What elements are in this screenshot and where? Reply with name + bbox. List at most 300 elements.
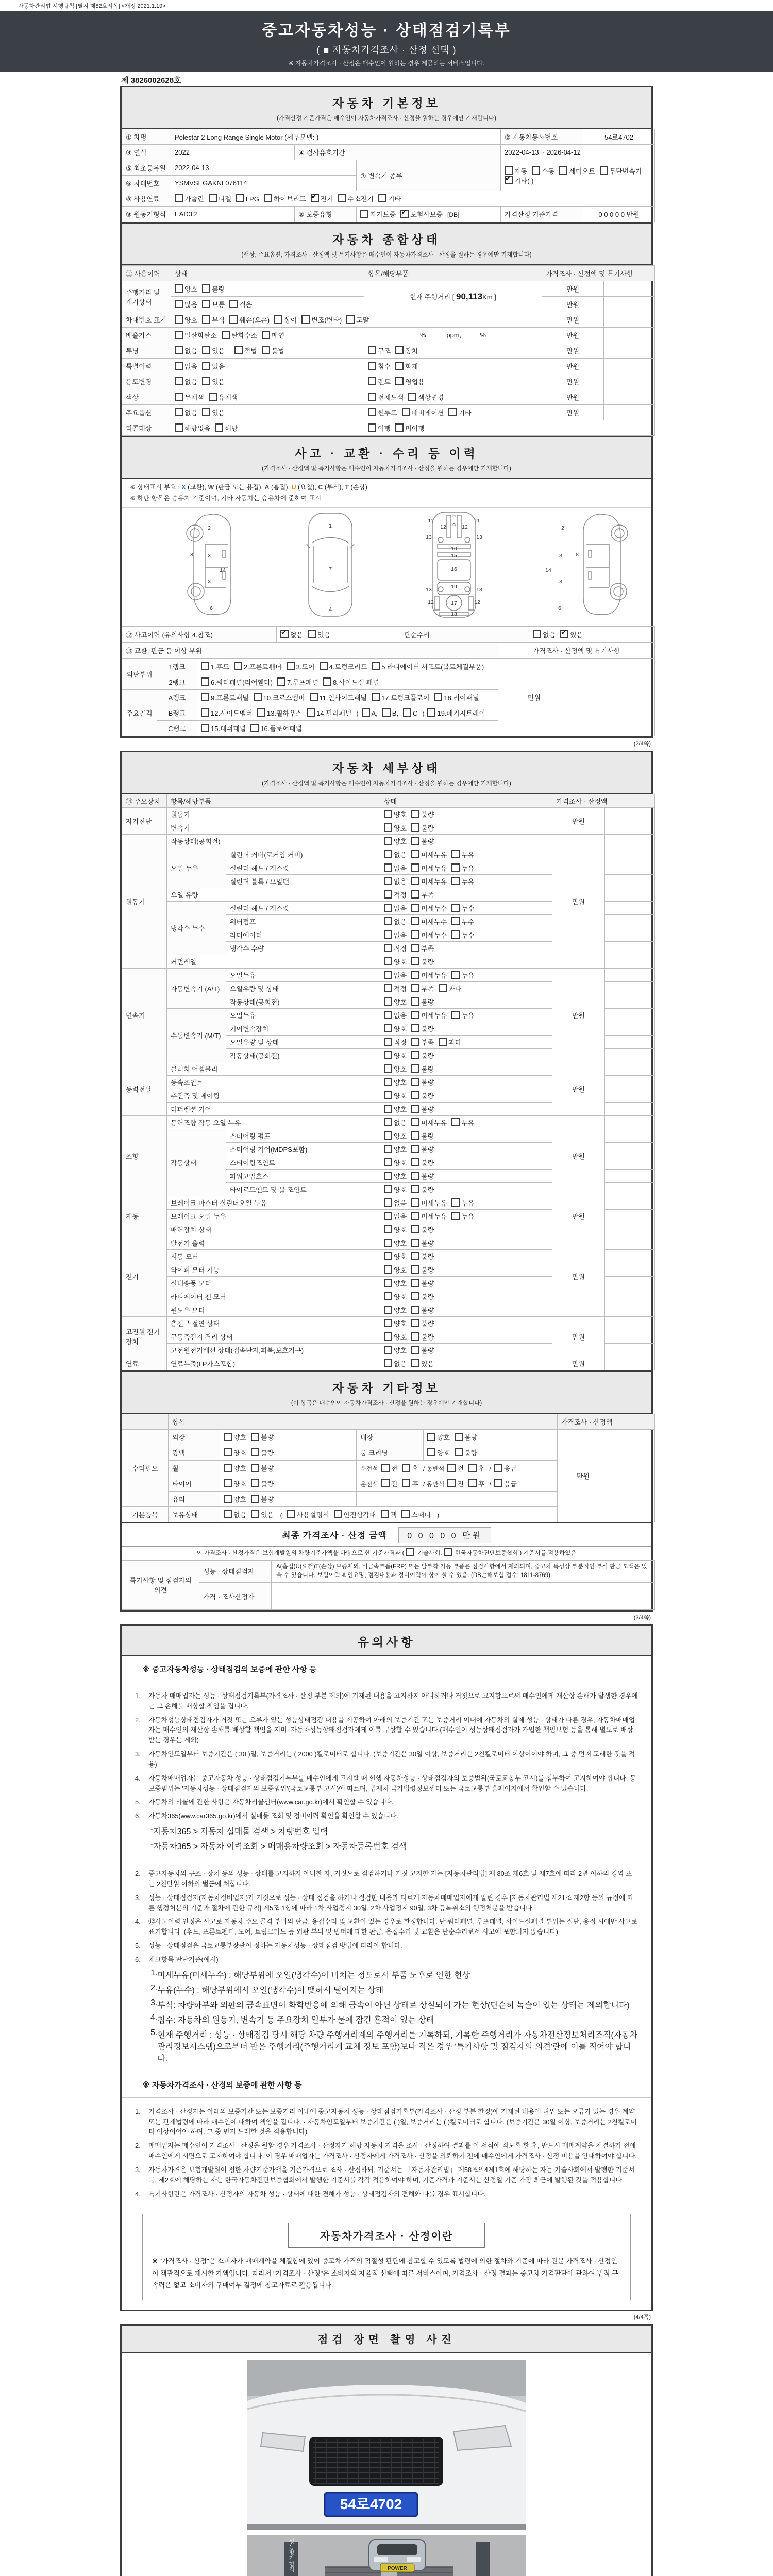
checkbox-label: 14.필러패널	[316, 709, 352, 717]
checkbox[interactable]	[234, 346, 243, 354]
checkbox[interactable]	[175, 408, 183, 416]
checkbox[interactable]	[381, 1479, 390, 1487]
checkbox[interactable]	[384, 1212, 392, 1220]
checkbox[interactable]	[451, 1212, 460, 1220]
checkbox[interactable]	[411, 1105, 419, 1113]
checkbox[interactable]	[201, 724, 209, 732]
checkbox-label: 양호	[394, 1239, 407, 1247]
checkbox[interactable]	[251, 1495, 259, 1503]
checkbox[interactable]	[384, 1185, 392, 1193]
checkbox[interactable]	[175, 393, 183, 401]
checkbox[interactable]	[384, 810, 392, 818]
checkbox[interactable]	[406, 1548, 414, 1556]
notice-subitem	[150, 1825, 638, 1837]
cell	[364, 389, 542, 405]
checkbox[interactable]	[439, 1038, 447, 1046]
inline-text: (	[356, 709, 359, 717]
status-code: ※ 상태표시 부호 :	[130, 484, 182, 491]
cell	[605, 874, 655, 888]
page-title: 중고자동차성능 · 상태점검기록부	[262, 22, 511, 39]
notice-list	[122, 2098, 651, 2208]
cell: 오일누유	[226, 1008, 380, 1022]
checkbox-label: 일산화탄소	[184, 332, 217, 340]
checkbox[interactable]	[384, 1172, 392, 1180]
checkbox[interactable]	[201, 677, 209, 686]
checkbox[interactable]	[384, 1265, 392, 1274]
checkbox[interactable]	[381, 1510, 389, 1518]
cell: 0 0 0 0 0 만원	[583, 207, 655, 222]
checkbox[interactable]	[257, 708, 265, 717]
checkbox[interactable]	[411, 997, 419, 1006]
checkbox[interactable]	[384, 1292, 392, 1300]
checkbox[interactable]	[468, 1464, 477, 1472]
checkbox[interactable]	[360, 210, 368, 218]
cell	[171, 420, 364, 436]
checkbox[interactable]	[411, 930, 419, 939]
checkbox[interactable]	[209, 393, 217, 401]
diagram-shape	[447, 515, 451, 538]
checkbox[interactable]	[224, 1495, 232, 1503]
cell: 가격산정 기준가격	[501, 207, 583, 222]
checkbox[interactable]	[384, 1319, 392, 1327]
checkbox[interactable]	[224, 1448, 232, 1456]
checkbox-label: 19.패키지트레이	[437, 709, 485, 717]
checkbox[interactable]	[411, 944, 419, 952]
checkbox[interactable]	[384, 1145, 392, 1153]
checkbox-label: 양호	[394, 998, 407, 1006]
checkbox[interactable]	[427, 1433, 435, 1441]
checkbox-label: 없음	[394, 864, 407, 872]
checkbox[interactable]	[384, 1064, 392, 1073]
checkbox[interactable]	[175, 362, 183, 370]
checkbox[interactable]	[201, 708, 209, 717]
checkbox[interactable]	[411, 863, 419, 872]
checkbox[interactable]	[234, 662, 242, 670]
checkbox[interactable]	[202, 284, 210, 293]
cell: A랭크	[157, 689, 197, 705]
checkbox[interactable]	[202, 315, 210, 324]
checkbox[interactable]	[287, 1510, 295, 1518]
checkbox[interactable]	[368, 423, 376, 432]
checkbox[interactable]	[175, 346, 183, 354]
diagram-shape	[438, 587, 443, 592]
inline-text: / 동반석	[423, 1480, 445, 1488]
checkbox[interactable]	[451, 850, 460, 858]
inline-text: )	[422, 709, 425, 717]
checkbox[interactable]	[411, 1332, 419, 1341]
checkbox[interactable]	[310, 693, 318, 701]
checkbox[interactable]	[384, 850, 392, 858]
checkbox[interactable]	[444, 1548, 452, 1556]
checkbox[interactable]	[411, 1359, 419, 1367]
checkbox[interactable]	[384, 930, 392, 939]
checkbox-label: 불량	[464, 1433, 478, 1442]
checkbox[interactable]	[384, 904, 392, 912]
checkbox-label: 기타( )	[514, 177, 534, 185]
notice-number: 4.	[135, 2190, 141, 2198]
checkbox[interactable]	[308, 630, 316, 638]
checkbox-label: 미세누수	[421, 918, 447, 926]
checkbox[interactable]	[411, 1051, 419, 1059]
checkbox[interactable]	[451, 1011, 460, 1019]
checkbox[interactable]	[505, 166, 513, 175]
checkbox-label: 전기	[320, 195, 333, 203]
checkbox[interactable]	[411, 1131, 419, 1140]
section-other-info	[120, 1370, 653, 1612]
diagram-panel-number: 14	[545, 567, 551, 573]
checkbox[interactable]	[368, 377, 376, 385]
checkbox-label: 썬루프	[378, 409, 397, 417]
checkbox[interactable]	[368, 346, 376, 354]
checkbox[interactable]	[175, 331, 183, 339]
checkbox[interactable]	[264, 194, 272, 202]
checkbox[interactable]	[175, 315, 183, 324]
table-row	[122, 374, 655, 389]
checkbox[interactable]	[323, 677, 331, 686]
checkbox-label: 불량	[421, 1293, 434, 1301]
cell: ⑩ 보증유형	[295, 207, 357, 222]
checkbox-label: 6.쿼터패널(리어휀다)	[211, 678, 273, 686]
checkbox-checked[interactable]	[560, 630, 568, 638]
table-row	[122, 968, 655, 981]
checkbox[interactable]	[175, 423, 183, 432]
checkbox[interactable]	[384, 1198, 392, 1207]
checkbox[interactable]	[384, 1332, 392, 1341]
checkbox[interactable]	[201, 662, 209, 670]
checkbox[interactable]	[402, 408, 410, 416]
checkbox[interactable]	[384, 1024, 392, 1032]
checkbox[interactable]	[411, 890, 419, 899]
checkbox[interactable]	[175, 300, 183, 308]
checkbox-label: 양호	[394, 1333, 407, 1341]
checkbox[interactable]	[384, 1051, 392, 1059]
checkbox[interactable]	[411, 1346, 419, 1354]
checkbox[interactable]	[384, 863, 392, 872]
checkbox[interactable]	[368, 362, 376, 370]
cell	[605, 1343, 655, 1357]
checkbox[interactable]	[494, 1479, 502, 1487]
checkbox[interactable]	[451, 917, 460, 925]
checkbox[interactable]	[447, 1464, 456, 1472]
checkbox[interactable]	[202, 408, 210, 416]
checkbox[interactable]	[384, 1158, 392, 1166]
checkbox[interactable]	[384, 1118, 392, 1126]
diagram-panel-number: 11	[474, 517, 480, 524]
checkbox-label: 4.트렁크리드	[329, 663, 367, 671]
checkbox[interactable]	[384, 1279, 392, 1287]
checkbox[interactable]	[533, 630, 541, 638]
photo-shape	[476, 2542, 490, 2576]
cell	[380, 1357, 552, 1370]
cell: 작동상태(공회전)	[226, 1048, 380, 1062]
checkbox[interactable]	[411, 1279, 419, 1287]
checkbox[interactable]	[307, 708, 315, 717]
checkbox[interactable]	[378, 194, 386, 202]
checkbox[interactable]	[209, 194, 217, 202]
checkbox[interactable]	[384, 984, 392, 992]
checkbox[interactable]	[411, 877, 419, 885]
checkbox[interactable]	[411, 917, 419, 925]
checkbox[interactable]	[411, 1225, 419, 1233]
checkbox[interactable]	[346, 315, 355, 324]
checkbox[interactable]	[250, 724, 259, 732]
section-overall-header	[122, 224, 651, 265]
diagram-panel-number: 3	[559, 552, 562, 559]
checkbox[interactable]	[411, 957, 419, 965]
cell	[357, 1476, 558, 1491]
checkbox[interactable]	[251, 1479, 259, 1487]
checkbox[interactable]	[381, 1464, 390, 1472]
checkbox[interactable]	[411, 1158, 419, 1166]
checkbox[interactable]	[384, 1131, 392, 1140]
cell: 만원	[542, 389, 604, 405]
checkbox[interactable]	[494, 1464, 502, 1472]
checkbox[interactable]	[451, 930, 460, 939]
checkbox[interactable]	[451, 904, 460, 912]
checkbox[interactable]	[411, 1172, 419, 1180]
checkbox[interactable]	[384, 997, 392, 1006]
checkbox[interactable]	[202, 300, 210, 308]
checkbox[interactable]	[175, 194, 183, 202]
checkbox[interactable]	[411, 971, 419, 979]
checkbox[interactable]	[468, 1479, 477, 1487]
car-diagram	[122, 510, 652, 619]
checkbox[interactable]	[411, 1265, 419, 1274]
cell: 휠	[169, 1460, 220, 1476]
table-row	[122, 1560, 655, 1583]
checkbox[interactable]	[224, 1510, 232, 1518]
cell: 상태	[380, 794, 552, 807]
checkbox[interactable]	[384, 957, 392, 965]
checkbox[interactable]	[229, 315, 238, 324]
checkbox[interactable]	[395, 362, 404, 370]
checkbox[interactable]	[251, 1510, 259, 1518]
notice-number: 2.	[135, 1716, 141, 1724]
checkbox[interactable]	[411, 850, 419, 858]
photo-shape	[374, 2557, 388, 2562]
checkbox-label: 침수	[378, 363, 391, 370]
checkbox[interactable]	[447, 1479, 456, 1487]
checkbox[interactable]	[532, 166, 540, 175]
checkbox[interactable]	[439, 984, 447, 992]
checkbox-label: 누유	[461, 1212, 475, 1221]
special-notes-wrap	[122, 1560, 651, 1611]
checkbox[interactable]	[384, 1225, 392, 1233]
checkbox[interactable]	[451, 1198, 460, 1207]
checkbox[interactable]	[384, 1038, 392, 1046]
checkbox[interactable]	[411, 1252, 419, 1260]
checkbox[interactable]	[395, 423, 404, 432]
checkbox[interactable]	[382, 708, 391, 717]
checkbox[interactable]	[384, 944, 392, 952]
checkbox[interactable]	[434, 693, 442, 701]
checkbox[interactable]	[274, 315, 282, 324]
checkbox[interactable]	[411, 1319, 419, 1327]
checkbox[interactable]	[411, 984, 419, 992]
checkbox[interactable]	[338, 194, 346, 202]
checkbox[interactable]	[451, 877, 460, 885]
checkbox-label: 상이	[284, 316, 297, 324]
cell: 와이퍼 모터 기능	[167, 1263, 380, 1276]
cell	[380, 1249, 552, 1263]
checkbox[interactable]	[402, 1464, 410, 1472]
checkbox-label: 양호	[394, 824, 407, 832]
checkbox[interactable]	[224, 1433, 232, 1441]
checkbox-label: 양호	[184, 285, 198, 293]
checkbox[interactable]	[254, 693, 262, 701]
checkbox[interactable]	[362, 708, 370, 717]
checkbox[interactable]	[251, 1464, 259, 1472]
checkbox[interactable]	[202, 362, 210, 370]
checkbox[interactable]	[251, 1433, 259, 1441]
cell: 만원	[552, 1196, 605, 1236]
checkbox[interactable]	[427, 1448, 435, 1456]
cell	[364, 420, 655, 436]
checkbox[interactable]	[411, 1078, 419, 1086]
cell	[605, 955, 655, 968]
checkbox[interactable]	[451, 1118, 460, 1126]
checkbox[interactable]	[411, 837, 419, 845]
checkbox[interactable]	[451, 863, 460, 872]
checkbox[interactable]	[395, 377, 404, 385]
checkbox[interactable]	[411, 1185, 419, 1193]
checkbox[interactable]	[411, 1212, 419, 1220]
checkbox[interactable]	[600, 166, 608, 175]
checkbox[interactable]	[368, 408, 376, 416]
checkbox-label: 렌트	[378, 378, 391, 386]
checkbox[interactable]	[277, 677, 285, 686]
checkbox[interactable]	[451, 971, 460, 979]
checkbox[interactable]	[320, 662, 328, 670]
checkbox-checked[interactable]	[400, 210, 409, 218]
checkbox-label: 불량	[421, 1132, 434, 1140]
checkbox[interactable]	[301, 315, 310, 324]
table-row	[122, 1429, 655, 1445]
diagram-shape	[583, 514, 620, 614]
checkbox-label: 미세누유	[421, 851, 447, 859]
checkbox-label: 적정	[394, 944, 407, 953]
cell: 냉각수 누수	[167, 901, 226, 955]
checkbox-label: 없음	[184, 363, 198, 370]
checkbox[interactable]	[224, 1479, 232, 1487]
checkbox-label: 1.후드	[211, 663, 229, 671]
checkbox[interactable]	[262, 346, 270, 354]
checkbox[interactable]	[384, 1078, 392, 1086]
checkbox[interactable]	[411, 1306, 419, 1314]
checkbox[interactable]	[175, 284, 183, 293]
checkbox[interactable]	[372, 662, 380, 670]
checkbox[interactable]	[201, 693, 209, 701]
diagram-panel-number: 10	[451, 545, 457, 552]
price-definition-box	[142, 2214, 631, 2300]
cell	[605, 941, 655, 955]
checkbox[interactable]	[222, 331, 230, 339]
cell	[364, 405, 542, 420]
checkbox[interactable]	[395, 346, 404, 354]
checkbox[interactable]	[448, 408, 457, 416]
checkbox[interactable]	[402, 1479, 410, 1487]
table-row	[122, 642, 655, 658]
checkbox[interactable]	[202, 377, 210, 385]
checkbox[interactable]	[384, 1239, 392, 1247]
checkbox[interactable]	[401, 1510, 410, 1518]
checkbox-label: 누유	[461, 1011, 475, 1020]
checkbox[interactable]	[411, 1064, 419, 1073]
checkbox[interactable]	[384, 877, 392, 885]
checkbox[interactable]	[455, 1433, 463, 1441]
checkbox[interactable]	[215, 423, 223, 432]
checkbox[interactable]	[384, 1346, 392, 1354]
checkbox[interactable]	[262, 331, 270, 339]
checkbox[interactable]	[287, 662, 295, 670]
checkbox[interactable]	[384, 1306, 392, 1314]
checkbox[interactable]	[175, 377, 183, 385]
checkbox[interactable]	[411, 810, 419, 818]
checkbox[interactable]	[411, 823, 419, 832]
section-note: (가격조사 · 산정액 및 특기사항은 매수인이 자동차가격조사 · 산정을 원하는 경우에만 기재합니다)	[262, 780, 511, 787]
checkbox-checked[interactable]	[311, 194, 319, 202]
section-photos	[120, 2324, 653, 2576]
cell: %, ppm, %	[364, 328, 542, 343]
final-note-cb2-label: 한국자동차진단보증협회	[455, 1550, 518, 1556]
checkbox[interactable]	[411, 1198, 419, 1207]
checkbox[interactable]	[384, 1359, 392, 1367]
cell: 주요옵션	[122, 405, 171, 420]
checkbox[interactable]	[372, 693, 380, 701]
checkbox[interactable]	[411, 1118, 419, 1126]
checkbox[interactable]	[202, 346, 210, 354]
checkbox[interactable]	[455, 1448, 463, 1456]
checkbox[interactable]	[559, 166, 567, 175]
checkbox[interactable]	[334, 1510, 342, 1518]
diagram-shape	[434, 597, 440, 610]
checkbox[interactable]	[411, 904, 419, 912]
checkbox[interactable]	[384, 1105, 392, 1113]
notice-subhead: ※ 중고자동차성능 · 상태점검의 보증에 관한 사항 등	[122, 1656, 651, 1682]
notice-item	[135, 1691, 638, 1711]
checkbox-checked[interactable]	[505, 176, 513, 184]
checkbox[interactable]	[384, 890, 392, 899]
checkbox[interactable]	[384, 837, 392, 845]
checkbox-label: 미세누유	[421, 971, 447, 979]
checkbox[interactable]	[384, 823, 392, 832]
checkbox[interactable]	[411, 1292, 419, 1300]
checkbox[interactable]	[411, 1024, 419, 1032]
checkbox[interactable]	[411, 1239, 419, 1247]
checkbox[interactable]	[236, 194, 244, 202]
checkbox[interactable]	[384, 1011, 392, 1019]
checkbox[interactable]	[368, 393, 376, 401]
checkbox[interactable]	[411, 1011, 419, 1019]
checkbox[interactable]	[403, 708, 411, 717]
checkbox[interactable]	[224, 1464, 232, 1472]
checkbox[interactable]	[384, 1091, 392, 1099]
inline-text	[229, 348, 231, 355]
checkbox-label: 양호	[394, 1306, 407, 1314]
checkbox-checked[interactable]	[280, 630, 289, 638]
checkbox[interactable]	[411, 1091, 419, 1099]
checkbox[interactable]	[384, 1252, 392, 1260]
checkbox[interactable]	[411, 1038, 419, 1046]
checkbox[interactable]	[408, 393, 416, 401]
checkbox[interactable]	[411, 1145, 419, 1153]
checkbox[interactable]	[427, 708, 435, 717]
checkbox[interactable]	[384, 917, 392, 925]
cell	[604, 281, 655, 297]
checkbox[interactable]	[229, 300, 238, 308]
checkbox[interactable]	[384, 971, 392, 979]
checkbox[interactable]	[251, 1448, 259, 1456]
